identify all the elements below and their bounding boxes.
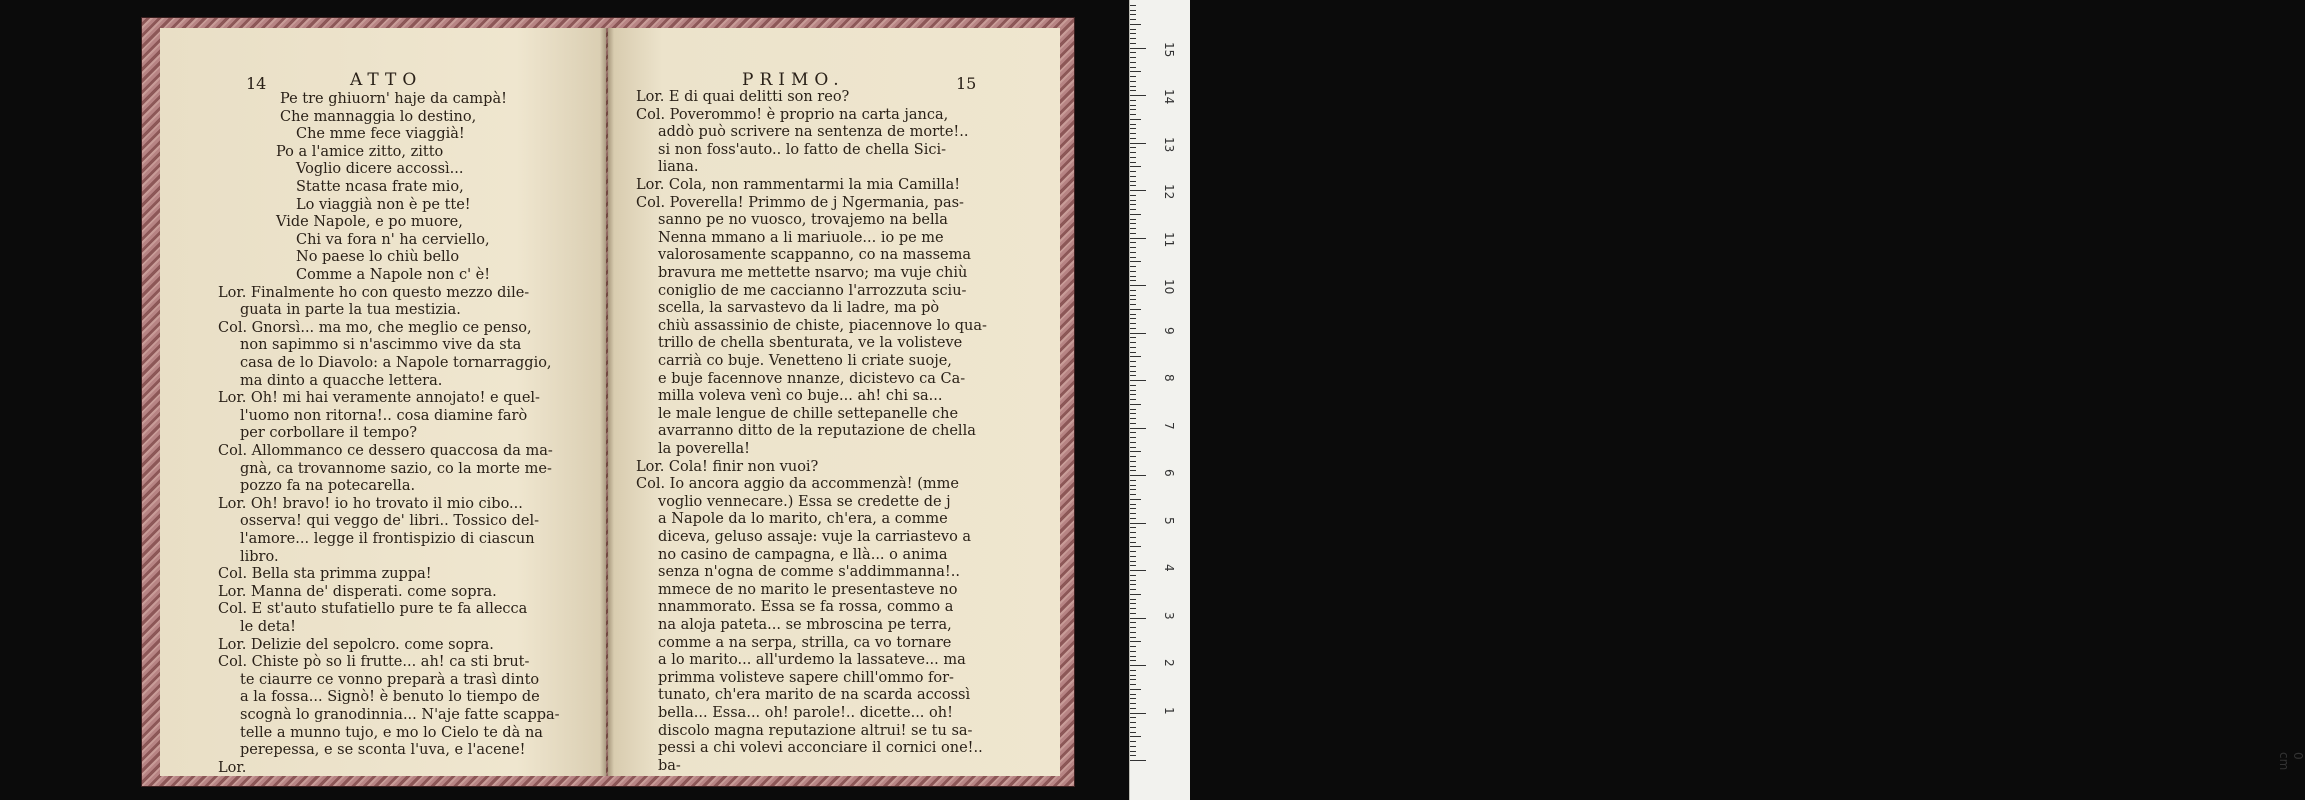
ruler-tick <box>1130 119 1141 120</box>
ruler-tick <box>1130 242 1136 243</box>
text-line: le male lengue de chille settepanelle che <box>658 405 959 422</box>
ruler-tick <box>1130 637 1136 638</box>
ruler-tick <box>1130 575 1136 576</box>
ruler-tick <box>1130 328 1136 329</box>
ruler-tick <box>1130 570 1146 571</box>
text-line: le deta! <box>240 619 296 635</box>
measuring-ruler <box>1129 0 2305 800</box>
ruler-tick <box>1130 646 1136 647</box>
ruler-number: 13 <box>1162 136 1176 152</box>
ruler-tick <box>1130 257 1136 258</box>
ruler-tick <box>1130 698 1136 699</box>
ruler-tick <box>1130 475 1146 476</box>
ruler-tick <box>1130 337 1136 338</box>
text-line: coniglio de me caccianno l'arrozzuta sciu- <box>658 282 967 299</box>
text-line: senza n'ogna de comme s'addimmanna!.. <box>658 564 960 581</box>
ruler-tick <box>1130 299 1136 300</box>
text-line: chiù assassinio de chiste, piacennove lo qua- <box>658 317 987 334</box>
text-line: Lor. Delizie del sepolcro. come sopra. <box>218 636 494 653</box>
ruler-tick <box>1130 185 1136 186</box>
ruler-tick <box>1130 195 1136 196</box>
ruler-tick <box>1130 166 1141 167</box>
ruler-tick <box>1130 694 1136 695</box>
ruler-tick <box>1130 551 1136 552</box>
text-line: primma volisteve sapere chill'ommo for- <box>658 669 954 686</box>
ruler-tick <box>1130 138 1136 139</box>
text-line: discolo magna reputazione altrui! se tu sa- <box>658 722 973 739</box>
text-line: l'uomo non ritorna!.. cosa diamine farò <box>240 407 528 424</box>
text-line: Col. Poverommo! è proprio na carta janca, <box>636 106 949 123</box>
ruler-number: 11 <box>1162 231 1176 247</box>
ruler-tick <box>1130 708 1136 709</box>
ruler-tick <box>1130 461 1136 462</box>
text-line: Col. Io ancora aggio da accommenzà! (mme <box>636 476 959 493</box>
text-line: si non foss'auto.. lo fatto de chella Sici- <box>658 141 947 158</box>
text-line: milla voleva venì co buje... ah! chi sa... <box>658 388 943 405</box>
text-line: Col. Allommanco ce dessero quaccosa da ma- <box>218 443 553 459</box>
ruler-tick <box>1130 613 1136 614</box>
text-line: telle a munno tujo, e mo lo Cielo te dà na <box>240 724 543 741</box>
text-line: bella... Essa... oh! parole!.. dicette... oh! <box>658 705 953 721</box>
text-line: Lor. Cola! finir non vuoi? <box>636 458 819 475</box>
text-line: Lo viaggià non è pe tte! <box>296 196 471 213</box>
ruler-tick <box>1130 390 1136 391</box>
ruler-tick <box>1130 442 1136 443</box>
ruler-tick <box>1130 760 1146 761</box>
left-page <box>160 28 606 776</box>
ruler-unit-label: 0 cm <box>2277 752 2305 771</box>
text-line: osserva! qui veggo de' libri.. Tossico del- <box>240 513 540 530</box>
text-line: scella, la sarvastevo da li ladre, ma pò <box>658 300 940 317</box>
ruler-tick <box>1130 356 1141 357</box>
ruler-tick <box>1130 280 1136 281</box>
ruler-tick <box>1130 518 1136 519</box>
ruler-tick <box>1130 352 1136 353</box>
text-line: No paese lo chiù bello <box>296 249 460 266</box>
text-line: a la fossa... Signò! è benuto lo tiempo de <box>240 689 540 706</box>
ruler-tick <box>1130 736 1141 737</box>
ruler-tick <box>1130 52 1136 53</box>
ruler-tick <box>1130 181 1136 182</box>
ruler-tick <box>1130 508 1136 509</box>
ruler-tick <box>1130 228 1136 229</box>
ruler-tick <box>1130 423 1136 424</box>
left-running-header: ATTO <box>350 70 423 90</box>
ruler-tick <box>1130 513 1136 514</box>
ruler-tick <box>1130 546 1141 547</box>
ruler-tick <box>1130 133 1136 134</box>
ruler-tick <box>1130 314 1136 315</box>
text-line: ma dinto a quacche lettera. <box>240 372 443 389</box>
text-line: Lor. Manna de' disperati. come sopra. <box>218 583 497 600</box>
ruler-tick <box>1130 480 1136 481</box>
ruler-tick <box>1130 10 1136 11</box>
ruler-tick <box>1130 741 1136 742</box>
ruler-tick <box>1130 285 1146 286</box>
ruler-tick <box>1130 470 1136 471</box>
ruler-number: 5 <box>1162 516 1176 525</box>
ruler-tick <box>1130 679 1136 680</box>
ruler-tick <box>1130 537 1136 538</box>
text-line: Lor. Cola, non rammentarmi la mia Camilla! <box>636 177 961 193</box>
left-page-number: 14 <box>246 74 267 93</box>
ruler-number: 14 <box>1162 89 1176 105</box>
ruler-tick <box>1130 399 1136 400</box>
ruler-tick <box>1130 580 1136 581</box>
text-line: valorosamente scappanno, co na massema <box>658 247 971 264</box>
ruler-number: 6 <box>1162 469 1176 477</box>
ruler-tick <box>1130 527 1136 528</box>
text-line: sanno pe no vuosco, trovajemo na bella <box>658 212 948 229</box>
text-line: Col. Bella sta primma zuppa! <box>218 566 432 583</box>
ruler-number: 10 <box>1162 279 1176 295</box>
text-line: Statte ncasa frate mio, <box>296 179 464 195</box>
ruler-tick <box>1130 100 1136 101</box>
ruler-tick <box>1130 114 1136 115</box>
ruler-tick <box>1130 523 1146 524</box>
ruler-tick <box>1130 233 1136 234</box>
ruler-tick <box>1130 437 1136 438</box>
ruler-tick <box>1130 380 1146 381</box>
text-line: Chi va fora n' ha cerviello, <box>296 231 490 248</box>
ruler-tick <box>1130 252 1136 253</box>
ruler-number: 15 <box>1162 41 1176 57</box>
text-line: trillo de chella sbenturata, ve la volisteve <box>658 335 963 352</box>
ruler-number: 8 <box>1162 374 1176 382</box>
ruler-tick <box>1130 309 1141 310</box>
ruler-tick <box>1130 489 1136 490</box>
text-line: Col. Chiste pò so li frutte... ah! ca sti brut- <box>218 654 530 671</box>
ruler-tick <box>1130 124 1136 125</box>
ruler-tick <box>1130 404 1141 405</box>
text-line: pozzo fa na potecarella. <box>240 478 416 495</box>
ruler-tick <box>1130 456 1136 457</box>
ruler-tick <box>1130 67 1136 68</box>
ruler-tick <box>1130 190 1146 191</box>
text-line: tunato, ch'era marito de na scarda accossì <box>658 687 971 704</box>
text-line: gnà, ca trovannome sazio, co la morte me- <box>240 460 552 477</box>
ruler-tick <box>1130 295 1136 296</box>
ruler-tick <box>1130 618 1146 619</box>
ruler-tick <box>1130 660 1136 661</box>
ruler-number: 4 <box>1162 564 1176 572</box>
text-line: Lor. Finalmente ho con questo mezzo dile- <box>218 284 530 301</box>
text-line: Col. E st'auto stufatiello pure te fa allecca <box>218 601 528 618</box>
ruler-tick <box>1130 713 1146 714</box>
ruler-tick <box>1130 105 1136 106</box>
ruler-number: 7 <box>1162 421 1176 430</box>
ruler-tick <box>1130 247 1136 248</box>
text-line: Comme a Napole non c' è! <box>296 267 491 283</box>
ruler-tick <box>1130 76 1136 77</box>
ruler-tick <box>1130 722 1136 723</box>
text-line: comme a na serpa, strilla, ca vo tornare <box>658 634 952 651</box>
text-line: Po a l'amice zitto, zitto <box>276 143 444 160</box>
ruler-tick <box>1130 727 1136 728</box>
text-line: la poverella! <box>658 441 750 457</box>
ruler-tick <box>1130 466 1136 467</box>
ruler-tick <box>1130 632 1136 633</box>
ruler-tick <box>1130 223 1136 224</box>
ruler-tick <box>1130 266 1136 267</box>
ruler-tick <box>1130 109 1136 110</box>
ruler-tick <box>1130 755 1136 756</box>
ruler-tick <box>1130 347 1136 348</box>
ruler-tick <box>1130 371 1136 372</box>
text-line: Col. Poverella! Primmo de j Ngermania, pas- <box>636 194 964 211</box>
ruler-tick <box>1130 128 1136 129</box>
ruler-tick <box>1130 494 1136 495</box>
text-line: scognà lo granodinnia... N'aje fatte scappa- <box>240 707 560 723</box>
text-line: te ciaurre ce vonno preparà a trasì dinto <box>240 671 540 688</box>
ruler-tick <box>1130 703 1136 704</box>
ruler-tick <box>1130 746 1136 747</box>
text-line: e buje facennove nnanze, dicistevo ca Ca- <box>658 370 966 387</box>
ruler-tick <box>1130 48 1146 49</box>
text-line: a Napole da lo marito, ch'era, a comme <box>658 511 948 528</box>
text-line: Col. Gnorsì... ma mo, che meglio ce penso, <box>218 319 532 336</box>
text-line: ba- <box>658 757 681 774</box>
ruler-tick <box>1130 432 1136 433</box>
ruler-tick <box>1130 200 1136 201</box>
text-line: Che mannaggia lo destino, <box>280 108 477 125</box>
ruler-tick <box>1130 542 1136 543</box>
ruler-tick <box>1130 86 1136 87</box>
ruler-tick <box>1130 504 1136 505</box>
ruler-tick <box>1130 5 1136 6</box>
text-line: Lor. <box>218 759 247 776</box>
ruler-number: 9 <box>1162 326 1176 335</box>
text-line: casa de lo Diavolo: a Napole tornarraggio, <box>240 355 552 371</box>
ruler-tick <box>1130 447 1136 448</box>
ruler-tick <box>1130 599 1136 600</box>
ruler-tick <box>1130 641 1141 642</box>
text-line: nnammorato. Essa se fa rossa, commo a <box>658 599 954 616</box>
ruler-tick <box>1130 451 1141 452</box>
ruler-tick <box>1130 29 1136 30</box>
ruler-tick <box>1130 276 1136 277</box>
ruler-tick <box>1130 271 1136 272</box>
ruler-tick <box>1130 717 1136 718</box>
ruler-tick <box>1130 171 1136 172</box>
text-line: avarranno ditto de la reputazione de chella <box>658 423 976 440</box>
text-line: Lor. Oh! mi hai veramente annojato! e quel- <box>218 390 540 407</box>
text-line: mmece de no marito le presentasteve no <box>658 581 958 598</box>
ruler-tick <box>1130 684 1136 685</box>
text-line: guata in parte la tua mestizia. <box>240 302 461 319</box>
ruler-tick <box>1130 732 1136 733</box>
text-line: a lo marito... all'urdemo la lassateve... ma <box>658 652 966 669</box>
ruler-tick <box>1130 162 1136 163</box>
ruler-tick <box>1130 152 1136 153</box>
ruler-tick <box>1130 751 1136 752</box>
text-line: carrià co buje. Venetteno li criate suoje, <box>658 353 952 369</box>
ruler-tick <box>1130 14 1136 15</box>
ruler-tick <box>1130 689 1141 690</box>
text-line: l'amore... legge il frontispizio di ciascun <box>240 531 535 547</box>
ruler-tick <box>1130 71 1141 72</box>
ruler-tick <box>1130 304 1136 305</box>
text-line: voglio vennecare.) Essa se credette de j <box>658 493 951 510</box>
ruler-tick <box>1130 409 1136 410</box>
ruler-tick <box>1130 603 1136 604</box>
ruler-tick <box>1130 556 1136 557</box>
ruler-tick <box>1130 418 1136 419</box>
text-line: perepessa, e se sconta l'uva, e l'acene! <box>240 742 526 759</box>
ruler-tick <box>1130 675 1136 676</box>
ruler-tick <box>1130 608 1136 609</box>
text-line: per corbollare il tempo? <box>240 425 418 442</box>
book-gutter <box>600 28 614 776</box>
ruler-tick <box>1130 204 1136 205</box>
ruler-tick <box>1130 385 1136 386</box>
text-line: Pe tre ghiuorn' haje da campà! <box>280 91 507 107</box>
ruler-tick <box>1130 589 1136 590</box>
text-line: diceva, geluso assaje: vuje la carriastevo a <box>658 529 972 545</box>
ruler-tick <box>1130 19 1136 20</box>
text-line: Nenna mmano a li mariuole... io pe me <box>658 229 944 246</box>
text-line: Vide Napole, e po muore, <box>276 214 463 231</box>
text-line: Lor. E di quai delitti son reo? <box>636 89 850 105</box>
text-line: no casino de campagna, e llà... o anima <box>658 546 948 563</box>
ruler-tick <box>1130 428 1146 429</box>
ruler-tick <box>1130 323 1136 324</box>
ruler-tick <box>1130 33 1136 34</box>
ruler-tick <box>1130 62 1136 63</box>
ruler-tick <box>1130 413 1136 414</box>
ruler-number: 1 <box>1162 706 1176 715</box>
ruler-tick <box>1130 651 1136 652</box>
text-line: Lor. Oh! bravo! io ho trovato il mio cibo... <box>218 495 523 512</box>
ruler-tick <box>1130 81 1136 82</box>
ruler-tick <box>1130 95 1146 96</box>
ruler-tick <box>1130 584 1136 585</box>
text-line: Che mme fece viaggià! <box>296 126 465 143</box>
ruler-tick <box>1130 24 1141 25</box>
ruler-tick <box>1130 90 1136 91</box>
ruler-number: 12 <box>1162 184 1176 200</box>
ruler-tick <box>1130 214 1141 215</box>
ruler-tick <box>1130 561 1136 562</box>
ruler-tick <box>1130 57 1136 58</box>
text-line: addò può scrivere na sentenza de morte!.. <box>658 124 969 141</box>
ruler-tick <box>1130 485 1136 486</box>
ruler-number: 3 <box>1162 611 1176 620</box>
ruler-tick <box>1130 238 1146 239</box>
right-running-header: PRIMO. <box>742 70 845 90</box>
ruler-tick <box>1130 656 1136 657</box>
ruler-number: 2 <box>1162 659 1176 667</box>
ruler-tick <box>1130 43 1136 44</box>
ruler-tick <box>1130 318 1136 319</box>
ruler-tick <box>1130 209 1136 210</box>
ruler-tick <box>1130 622 1136 623</box>
ruler-tick <box>1130 342 1136 343</box>
text-line: bravura me mettette nsarvo; ma vuje chiù <box>658 265 968 281</box>
ruler-tick <box>1130 499 1141 500</box>
ruler-tick <box>1130 261 1141 262</box>
right-page <box>608 28 1060 776</box>
ruler-tick <box>1130 394 1136 395</box>
ruler-tick <box>1130 670 1136 671</box>
text-line: pessi a chi volevi acconciare il cornici one!.. <box>658 740 983 757</box>
ruler-tick <box>1130 38 1136 39</box>
ruler-tick <box>1130 147 1136 148</box>
ruler-tick <box>1130 565 1136 566</box>
ruler-tick <box>1130 375 1136 376</box>
right-page-number: 15 <box>956 74 977 93</box>
text-line: na aloja pateta... se mbroscina pe terra, <box>658 617 952 633</box>
ruler-tick <box>1130 157 1136 158</box>
text-line: Voglio dicere accossì... <box>296 161 464 178</box>
text-line: libro. <box>240 548 279 565</box>
ruler-tick <box>1130 532 1136 533</box>
text-line: liana. <box>658 159 699 176</box>
ruler-tick <box>1130 627 1136 628</box>
ruler-tick <box>1130 333 1146 334</box>
ruler-tick <box>1130 290 1136 291</box>
ruler-tick <box>1130 665 1146 666</box>
ruler-tick <box>1130 594 1141 595</box>
ruler-tick <box>1130 219 1136 220</box>
ruler-tick <box>1130 366 1136 367</box>
text-line: non sapimmo si n'ascimmo vive da sta <box>240 337 522 354</box>
ruler-tick <box>1130 143 1146 144</box>
ruler-tick <box>1130 361 1136 362</box>
ruler-tick <box>1130 176 1136 177</box>
